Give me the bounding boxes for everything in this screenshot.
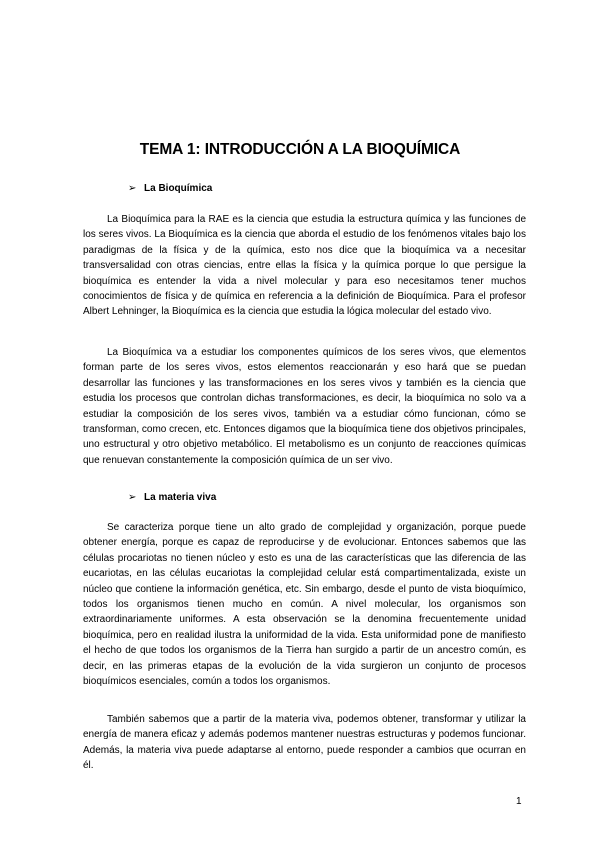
page-title: TEMA 1: INTRODUCCIÓN A LA BIOQUÍMICA (139, 141, 461, 158)
paragraph-4: También sabemos que a partir de la materia viva, podemos obtener, transformar y utilizar la energía de manera eficaz y además podemos mantener nuestras estructuras y podemos funcionar. Además, la materia viva puede adaptarse al entorno, puede responder a cambios que ocurran en él. (83, 714, 526, 772)
section-heading-label: La Bioquímica (144, 183, 213, 194)
paragraph-1: La Bioquímica para la RAE es la ciencia que estudia la estructura química y las funciones de los seres vivos. La Bioquímica es la ciencia que aborda el estudio de los fenómenos vitales bajo los paradigmas de la física y de la química, esto nos dice que la bioquímica va a necesitar transversalidad con otras ciencias, entre ellas la física y la química porque lo que persigue la bioquímica es entender la vida a nivel molecular y para eso necesitamos tener muchos conocimientos de física y de química en referencia a la definición de Bioquímica. Para el profesor Albert Lehninger, la Bioquímica es la ciencia que estudia la lógica molecular del estado vivo. (83, 214, 526, 318)
section-heading-bioquimica (128, 183, 212, 194)
page-number: 1 (516, 796, 522, 807)
arrow-bullet-icon: ➢ (128, 183, 137, 194)
section-heading-materia-viva (128, 492, 216, 503)
arrow-bullet-icon: ➢ (128, 492, 137, 503)
paragraph-2: La Bioquímica va a estudiar los componentes químicos de los seres vivos, que elementos forman parte de los seres vivos, estos elementos reaccionarán y eso hará que se puedan desarrollar las funciones y las transformaciones en los seres vivos y también es la ciencia que estudia los procesos que controlan dichas transformaciones, es decir, la bioquímica no solo va a estudiar la composición de los seres vivos, también va a estudiar cómo funcionan, cómo se transforman, como crecen, etc. Entonces digamos que la bioquímica tiene dos objetivos principales, uno estructural y otro objetivo metabólico. El metabolismo es un conjunto de reacciones químicas que renuevan constantemente la composición química de un ser vivo. (83, 347, 527, 466)
section-heading-label: La materia viva (144, 492, 217, 503)
paragraph-3: Se caracteriza porque tiene un alto grado de complejidad y organización, porque puede obtener energía, porque es capaz de reproducirse y de evolucionar. Entonces sabemos que las células procariotas no tienen núcleo y esto es una de las características que las diferencia de las eucariotas, en las células eucariotas la complejidad celular está compartimentalizada, existe un núcleo que contiene la información genética, etc. Sin embargo, desde el punto de vista bioquímico, todos los organismos tienen mucho en común. A nivel molecular, los organismos son extraordinariamente uniformes. A esta observación se la denomina frecuentemente unidad bioquímica, pero en realidad ilustra la uniformidad de la vida. Esta uniformidad pone de manifiesto el hecho de que todos los organismos de la Tierra han surgido a partir de un ancestro común, es decir, en las primeras etapas de la evolución de la vida surgieron un conjunto de procesos bioquímicos esenciales, común a todos los organismos. (83, 522, 526, 688)
